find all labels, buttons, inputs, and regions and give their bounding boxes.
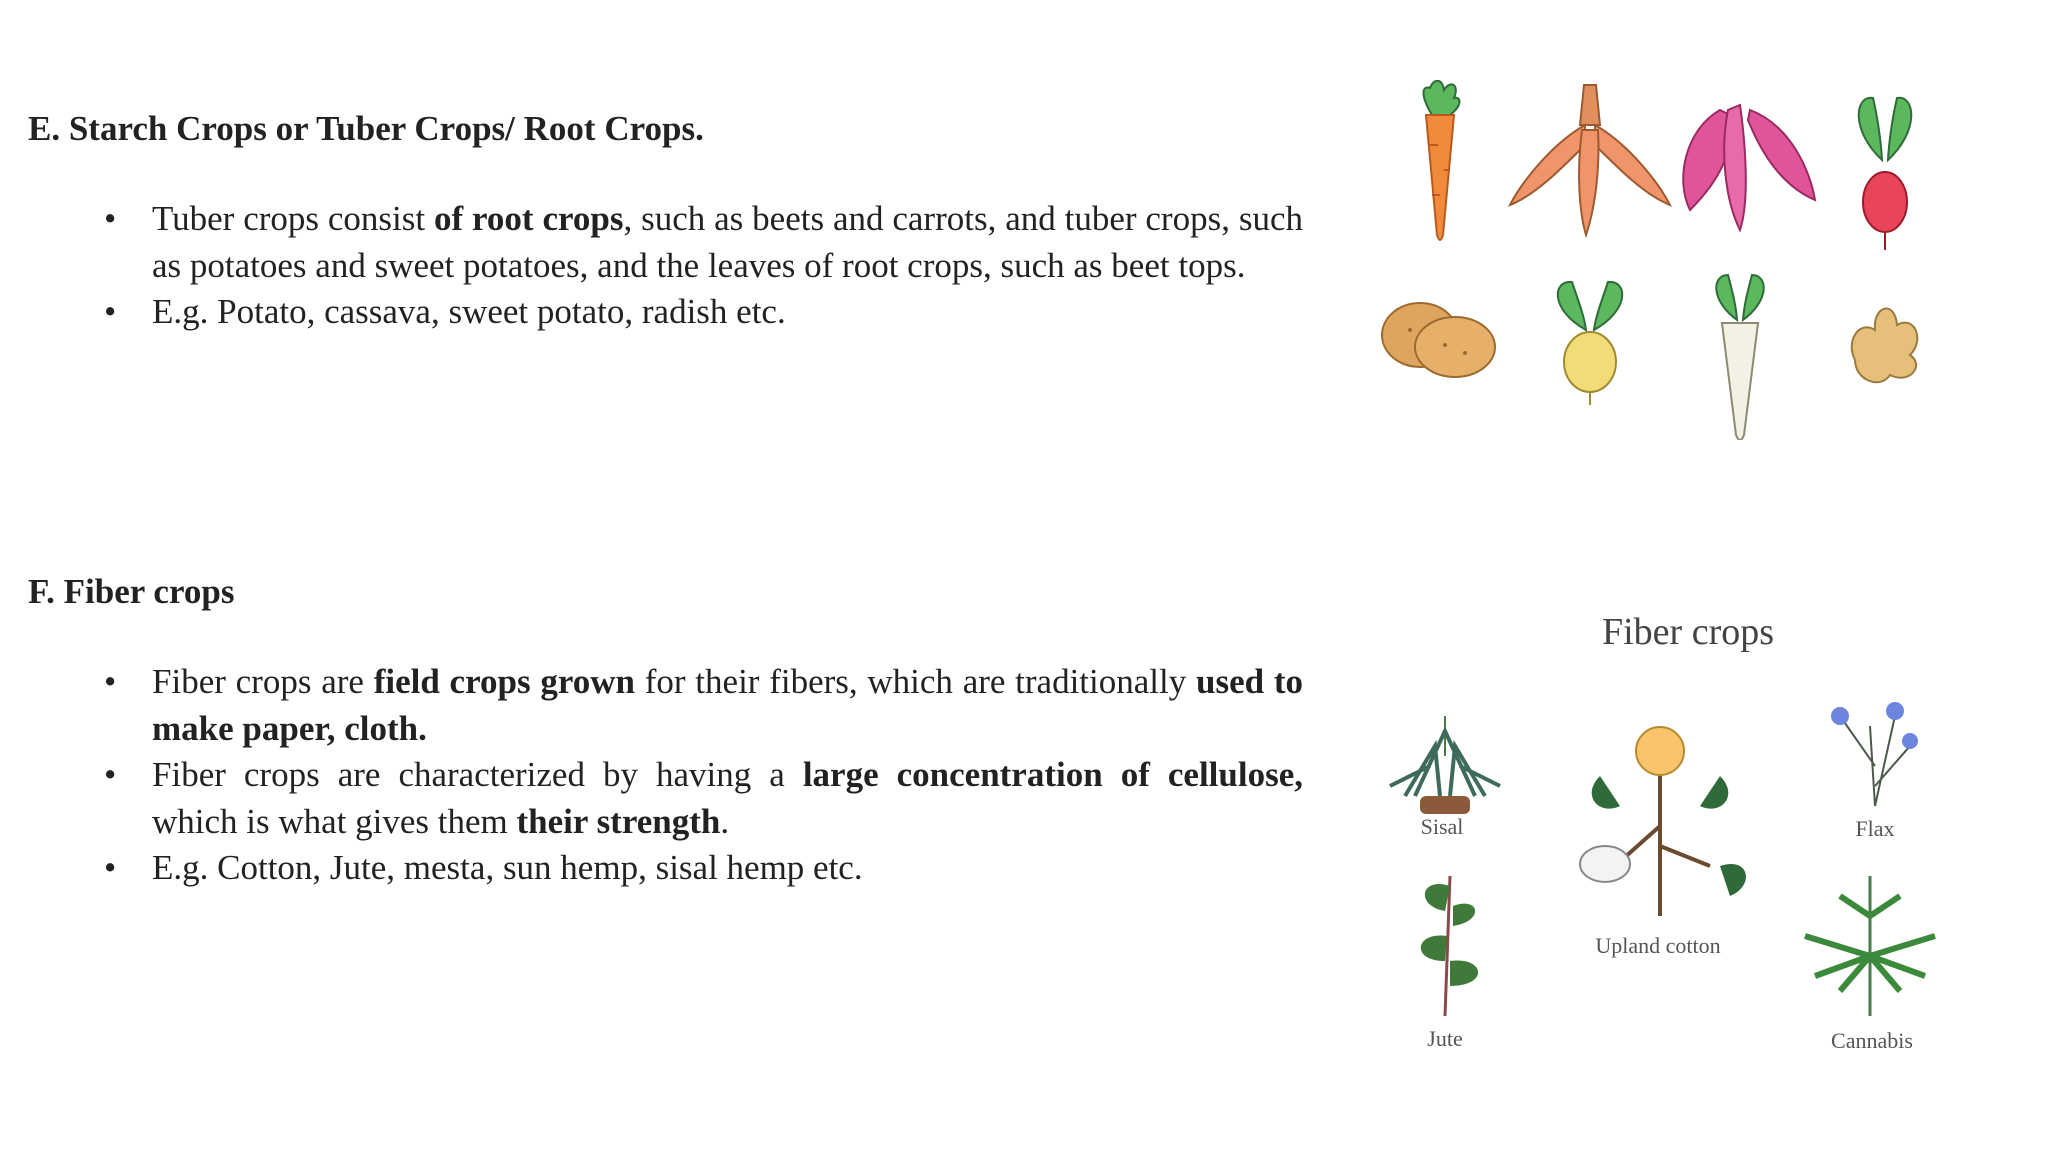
label-upland-cotton: Upland cotton bbox=[1595, 933, 1721, 958]
bold-text-run: used to make paper, cloth. bbox=[152, 662, 1303, 748]
cassava-icon bbox=[1510, 85, 1670, 235]
turnip-icon bbox=[1558, 282, 1622, 405]
bold-text-run: field crops grown bbox=[373, 662, 635, 701]
bold-text-run: of root crops bbox=[434, 199, 624, 238]
text-run: . bbox=[720, 801, 730, 841]
section-heading-fiber-crops: F. Fiber crops bbox=[28, 572, 235, 611]
text-run: which is what gives them bbox=[152, 801, 517, 841]
label-cannabis: Cannabis bbox=[1831, 1028, 1913, 1053]
bullet-list-fiber-crops bbox=[28, 659, 1303, 892]
figure-title: Fiber crops bbox=[1601, 611, 1775, 653]
bullet-item bbox=[152, 845, 1303, 892]
text-run: Tuber crops consist bbox=[152, 199, 434, 238]
carrot-icon bbox=[1424, 81, 1460, 240]
text-run: , such as beets and carrots, and tuber crops, such as potatoes and sweet potatoes, and the leaves of root crops, such as beet tops. bbox=[152, 199, 1303, 285]
label-jute: Jute bbox=[1427, 1026, 1463, 1051]
root-crops-illustration bbox=[1370, 80, 1950, 440]
label-flax: Flax bbox=[1855, 816, 1895, 841]
bullet-item bbox=[152, 659, 1303, 752]
radish-icon bbox=[1859, 98, 1912, 250]
bold-text-run: their strength bbox=[516, 801, 721, 841]
text-run: Fiber crops are characterized by having a bbox=[152, 755, 803, 794]
bullet-item bbox=[152, 196, 1303, 289]
bullet-list-starch-crops bbox=[28, 196, 1303, 336]
text-run: Fiber crops are bbox=[152, 662, 374, 701]
ginger-icon bbox=[1852, 309, 1918, 383]
potato-icon bbox=[1382, 303, 1495, 377]
text-run: for their fibers, which are traditionally bbox=[634, 662, 1196, 701]
text-run: E.g. Potato, cassava, sweet potato, radish etc. bbox=[152, 292, 786, 331]
fiber-crops-illustration bbox=[1330, 596, 1990, 1078]
text-run: E.g. Cotton, Jute, mesta, sun hemp, sisal hemp etc. bbox=[152, 848, 863, 887]
sweet-potato-icon bbox=[1683, 105, 1815, 230]
bold-text-run: large concentration of cellulose, bbox=[802, 755, 1303, 794]
section-starch-crops bbox=[28, 104, 1303, 336]
daikon-icon bbox=[1716, 275, 1763, 440]
bullet-item bbox=[152, 289, 1303, 336]
bullet-item bbox=[152, 752, 1303, 845]
section-fiber-crops bbox=[28, 567, 1303, 892]
section-heading-starch-crops: E. Starch Crops or Tuber Crops/ Root Crops. bbox=[28, 109, 704, 148]
label-sisal: Sisal bbox=[1420, 814, 1464, 839]
